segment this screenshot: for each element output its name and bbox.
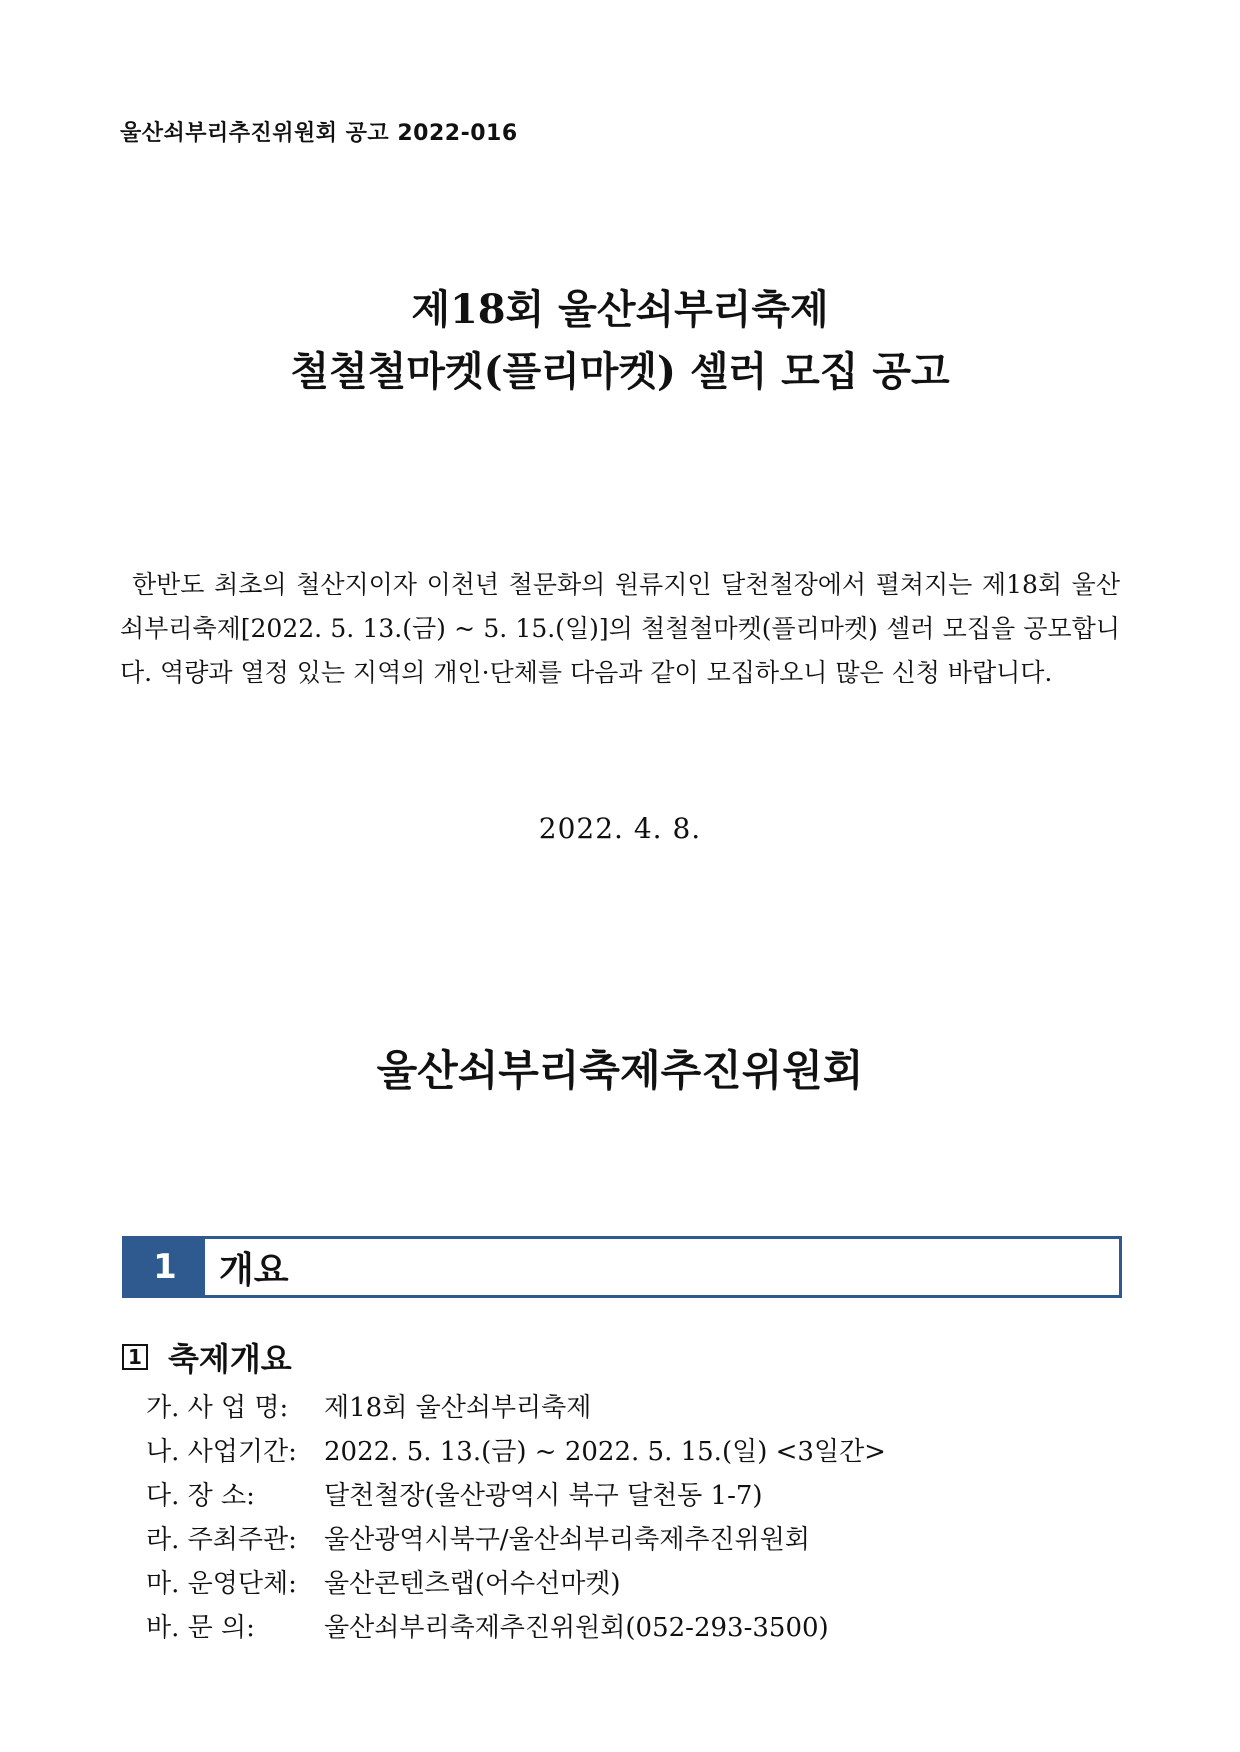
item-label: 가. 사 업 명:: [146, 1393, 289, 1423]
section-header: [122, 1236, 1122, 1298]
item-label: 마. 운영단체:: [146, 1569, 297, 1599]
section-number: 1: [125, 1239, 205, 1295]
item-value: 제18회 울산쇠부리축제: [324, 1393, 592, 1423]
item-value: 달천철장(울산광역시 북구 달천동 1-7): [324, 1481, 763, 1511]
item-value: 2022. 5. 13.(금) ~ 2022. 5. 15.(일) <3일간>: [324, 1437, 886, 1467]
item-label: 다. 장 소:: [146, 1481, 255, 1511]
organization-name: 울산쇠부리축제추진위원회: [376, 1046, 864, 1095]
announcement-date: 2022. 4. 8.: [538, 812, 702, 845]
subsection-number-box: 1: [122, 1344, 148, 1370]
item-label: 나. 사업기간:: [146, 1437, 297, 1467]
subsection-title: 축제개요: [168, 1340, 292, 1378]
section-title: 개요: [219, 1249, 289, 1291]
item-value: 울산콘텐츠랩(어수선마켓): [324, 1569, 621, 1599]
notice-number: 울산쇠부리추진위원회 공고 2022-016: [120, 121, 518, 146]
list-item: [146, 1562, 886, 1606]
title-line-1: 제18회 울산쇠부리축제: [411, 286, 829, 333]
overview-list: [146, 1386, 886, 1650]
item-label: 라. 주최주관:: [146, 1525, 297, 1555]
list-item: [146, 1386, 886, 1430]
subsection-header: [122, 1334, 292, 1380]
item-label: 바. 문 의:: [146, 1613, 255, 1643]
title-line-2: 철철철마켓(플리마켓) 셀러 모집 공고: [290, 348, 950, 395]
list-item: [146, 1474, 886, 1518]
intro-paragraph: 한반도 최초의 철산지이자 이천년 철문화의 원류지인 달천철장에서 펼쳐지는 제18회 울산쇠부리축제[2022. 5. 13.(금) ~ 5. 15.(일)]의 철철철마켓(플리마켓) 셀러 모집을 공모합니다. 역량과 열정 있는 지역의 개인·단체를 다음과 같이 모집하오니 많은 신청 바랍니다.: [120, 570, 1120, 687]
list-item: [146, 1430, 886, 1474]
list-item: [146, 1606, 886, 1650]
item-value: 울산쇠부리축제추진위원회(052-293-3500): [324, 1613, 829, 1643]
item-value: 울산광역시북구/울산쇠부리축제추진위원회: [324, 1525, 810, 1555]
list-item: [146, 1518, 886, 1562]
